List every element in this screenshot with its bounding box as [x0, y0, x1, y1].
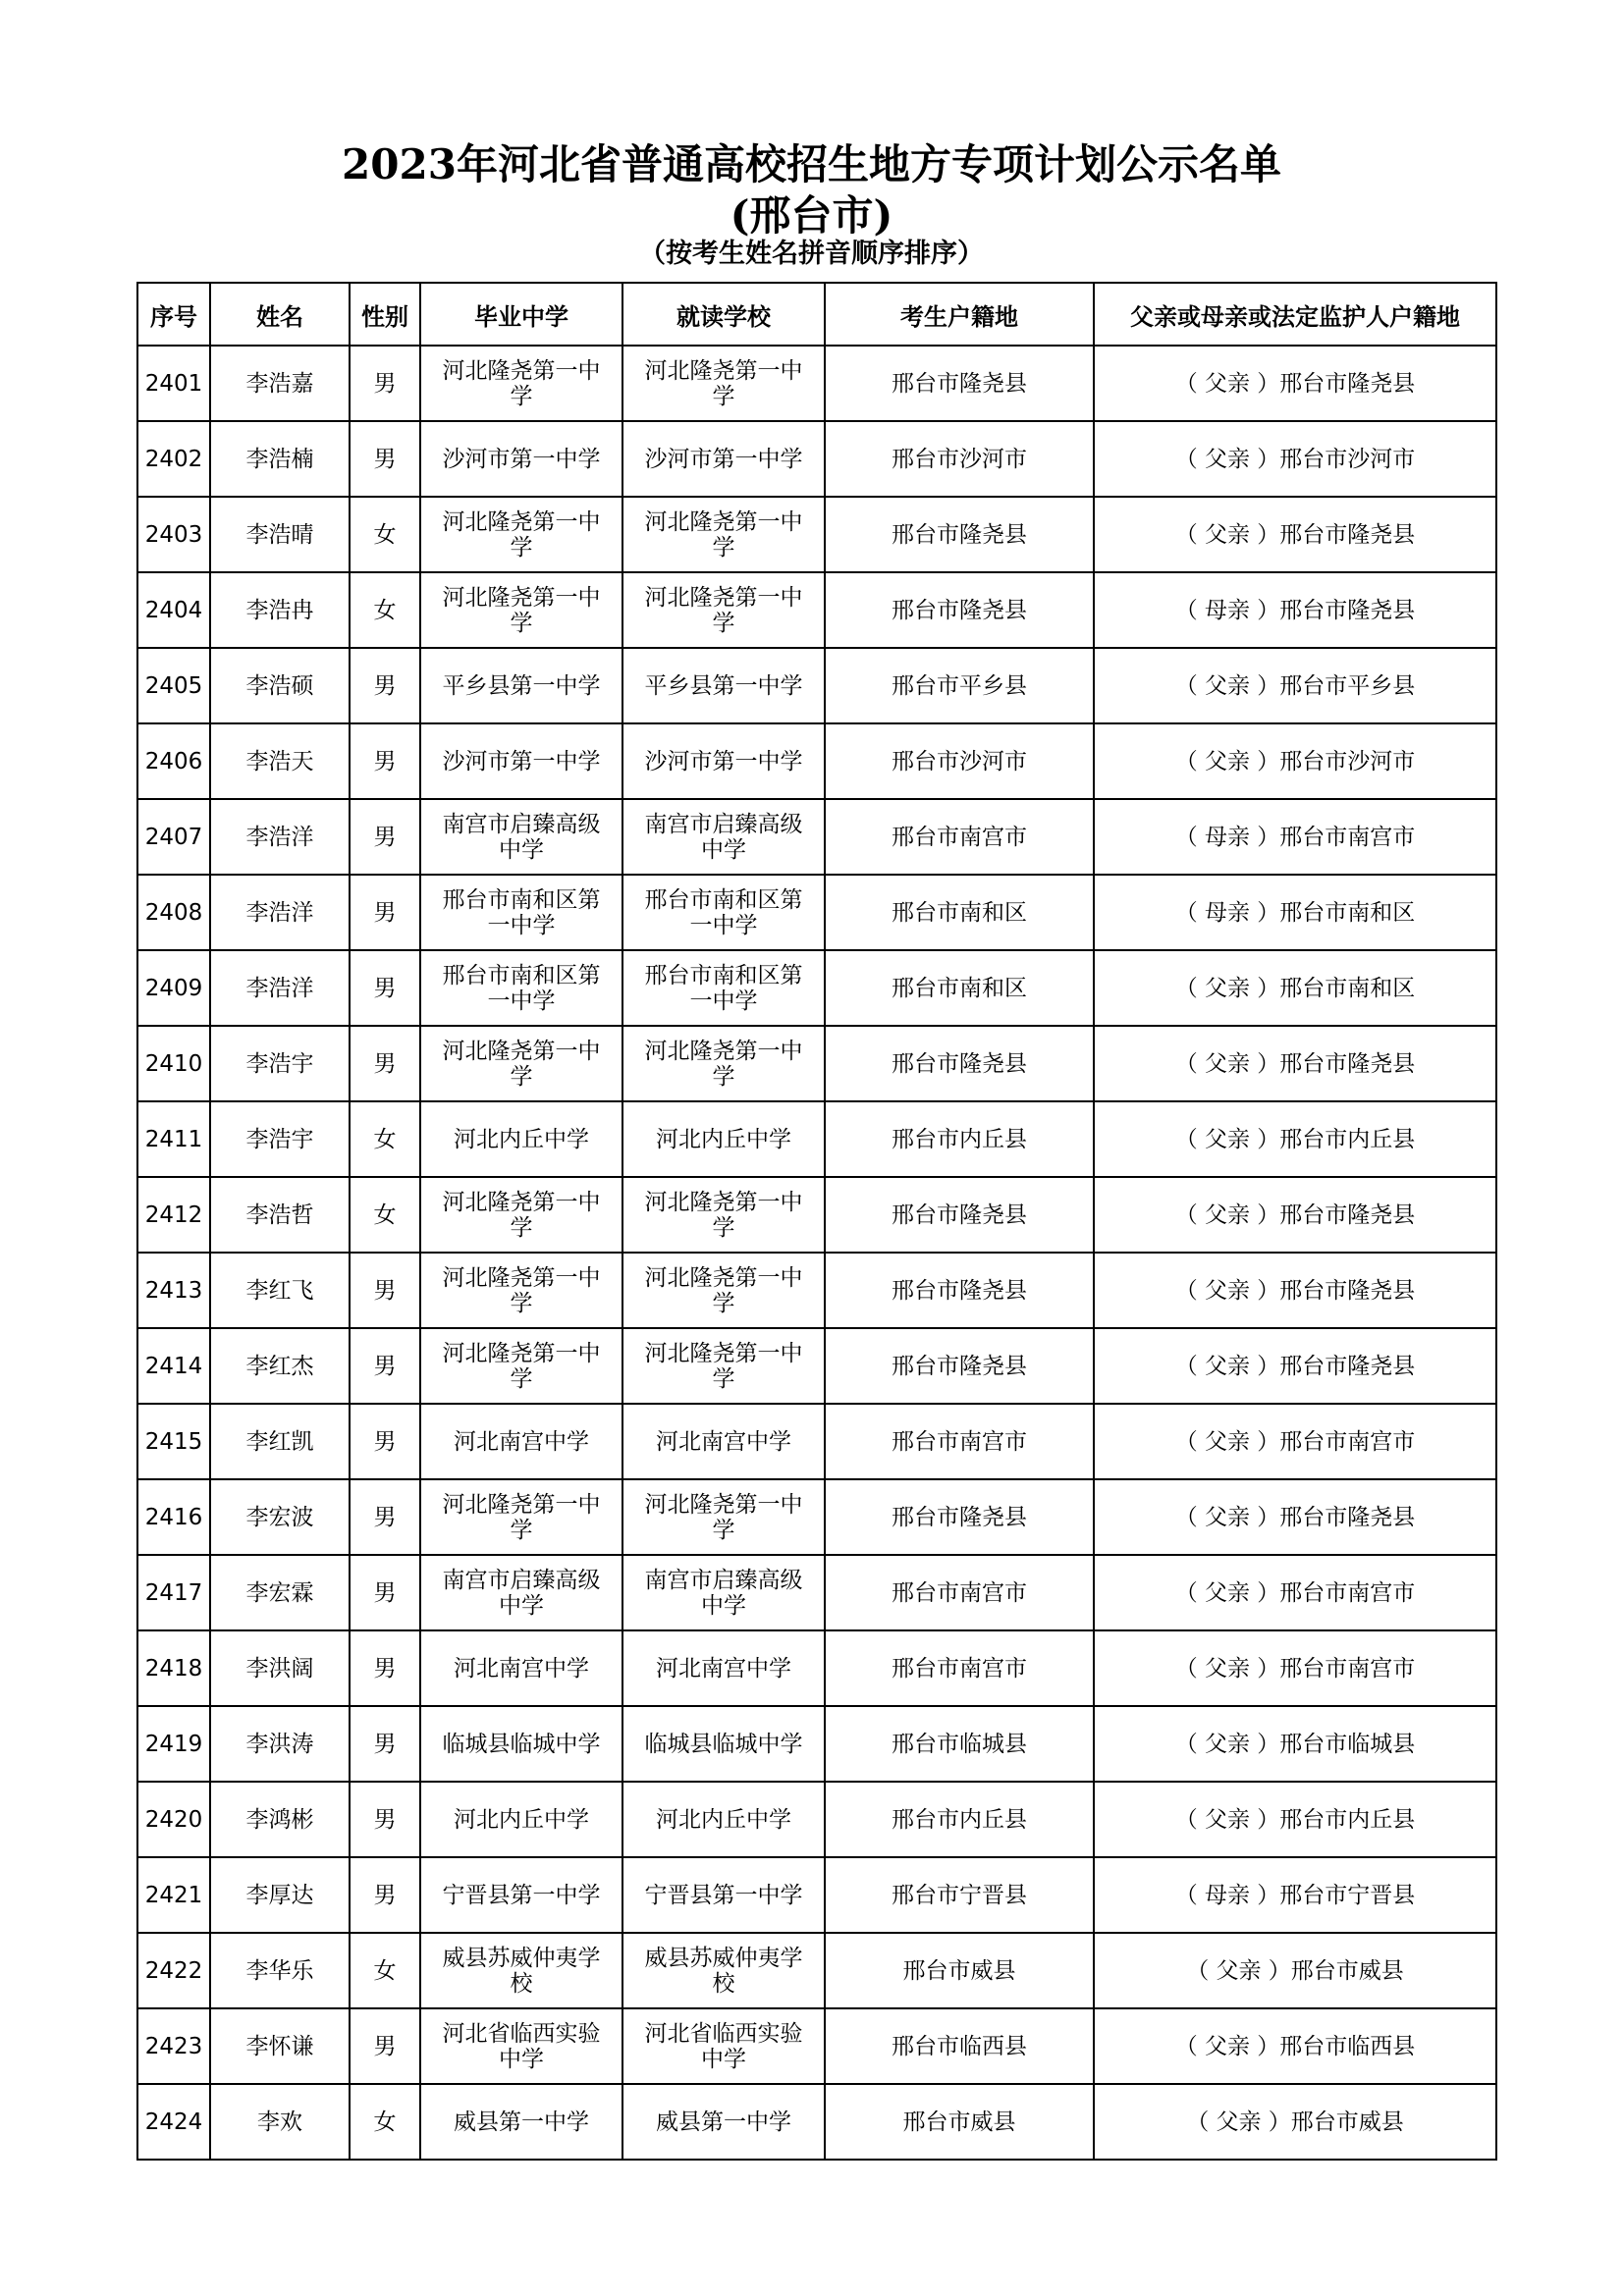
cell-school: [622, 1101, 825, 1177]
table-row: [137, 648, 1496, 723]
cell-grad-school-text: 威县第一中学: [454, 2109, 589, 2135]
cell-grad-school: [420, 950, 622, 1026]
cell-school-text: 平乡县第一中学: [644, 672, 803, 699]
cell-name: 李浩嘉: [210, 346, 350, 421]
cell-school: [622, 1404, 825, 1479]
cell-gender: 男: [350, 1782, 420, 1857]
cell-hukou: 邢台市威县: [825, 2084, 1094, 2160]
cell-gender: 男: [350, 875, 420, 950]
cell-seq: 2415: [137, 1404, 210, 1479]
cell-hukou: 邢台市平乡县: [825, 648, 1094, 723]
cell-grad-school-text: 河北南宫中学: [454, 1428, 589, 1455]
cell-school: [622, 2008, 825, 2084]
cell-school: [622, 1177, 825, 1253]
cell-name: 李华乐: [210, 1933, 350, 2008]
cell-gender: 男: [350, 1857, 420, 1933]
cell-grad-school-text: 河北隆尧第一中学: [442, 1264, 601, 1316]
cell-name: 李厚达: [210, 1857, 350, 1933]
cell-seq: 2420: [137, 1782, 210, 1857]
cell-grad-school-text: 河北隆尧第一中学: [442, 1491, 601, 1543]
cell-grad-school-text: 河北省临西实验中学: [442, 2020, 601, 2072]
table-row: [137, 1933, 1496, 2008]
cell-school-text: 河北隆尧第一中学: [644, 1189, 803, 1241]
cell-name: 李红飞: [210, 1253, 350, 1328]
cell-grad-school-text: 南宫市启臻高级中学: [442, 811, 601, 863]
cell-school-text: 南宫市启臻高级中学: [644, 1567, 803, 1619]
table-row: [137, 572, 1496, 648]
cell-grad-school: [420, 799, 622, 875]
cell-gender: 男: [350, 1026, 420, 1101]
header-school: 就读学校: [622, 283, 825, 346]
cell-name: 李浩冉: [210, 572, 350, 648]
cell-school: [622, 1328, 825, 1404]
cell-grad-school: [420, 2084, 622, 2160]
cell-seq: 2401: [137, 346, 210, 421]
table-row: [137, 875, 1496, 950]
cell-grad-school-text: 河北南宫中学: [454, 1655, 589, 1682]
table-row: [137, 1630, 1496, 1706]
cell-school: [622, 799, 825, 875]
cell-seq: 2408: [137, 875, 210, 950]
cell-school-text: 河北隆尧第一中学: [644, 1038, 803, 1090]
cell-school: [622, 1630, 825, 1706]
cell-seq: 2413: [137, 1253, 210, 1328]
cell-name: 李浩天: [210, 723, 350, 799]
cell-grad-school: [420, 2008, 622, 2084]
cell-school: [622, 1782, 825, 1857]
table-row: [137, 1404, 1496, 1479]
cell-school: [622, 1706, 825, 1782]
cell-seq: 2416: [137, 1479, 210, 1555]
cell-guardian-hukou: （ 父亲 ）邢台市南和区: [1094, 950, 1496, 1026]
header-name: 姓名: [210, 283, 350, 346]
cell-gender: 男: [350, 1253, 420, 1328]
cell-gender: 女: [350, 1177, 420, 1253]
cell-gender: 女: [350, 1101, 420, 1177]
cell-gender: 女: [350, 1933, 420, 2008]
cell-school-text: 河北内丘中学: [656, 1126, 791, 1152]
cell-grad-school: [420, 497, 622, 572]
cell-grad-school: [420, 1253, 622, 1328]
table-row: [137, 346, 1496, 421]
roster-table: [136, 282, 1497, 2161]
cell-hukou: 邢台市临西县: [825, 2008, 1094, 2084]
cell-gender: 男: [350, 346, 420, 421]
cell-grad-school: [420, 1933, 622, 2008]
cell-hukou: 邢台市内丘县: [825, 1101, 1094, 1177]
cell-name: 李浩晴: [210, 497, 350, 572]
cell-name: 李浩洋: [210, 875, 350, 950]
cell-grad-school-text: 沙河市第一中学: [442, 446, 601, 472]
cell-guardian-hukou: （ 母亲 ）邢台市隆尧县: [1094, 572, 1496, 648]
cell-name: 李浩哲: [210, 1177, 350, 1253]
table-row: [137, 1706, 1496, 1782]
cell-gender: 男: [350, 1555, 420, 1630]
cell-name: 李红凯: [210, 1404, 350, 1479]
cell-seq: 2407: [137, 799, 210, 875]
cell-gender: 男: [350, 2008, 420, 2084]
cell-school-text: 邢台市南和区第一中学: [644, 962, 803, 1014]
cell-guardian-hukou: （ 父亲 ）邢台市威县: [1094, 2084, 1496, 2160]
cell-guardian-hukou: （ 父亲 ）邢台市隆尧县: [1094, 1177, 1496, 1253]
cell-name: 李宏波: [210, 1479, 350, 1555]
cell-seq: 2410: [137, 1026, 210, 1101]
cell-grad-school: [420, 1026, 622, 1101]
cell-school: [622, 572, 825, 648]
cell-grad-school-text: 南宫市启臻高级中学: [442, 1567, 601, 1619]
cell-name: 李红杰: [210, 1328, 350, 1404]
cell-guardian-hukou: （ 父亲 ）邢台市隆尧县: [1094, 1328, 1496, 1404]
cell-school-text: 宁晋县第一中学: [644, 1882, 803, 1908]
cell-gender: 男: [350, 421, 420, 497]
cell-guardian-hukou: （ 母亲 ）邢台市南和区: [1094, 875, 1496, 950]
cell-hukou: 邢台市隆尧县: [825, 497, 1094, 572]
cell-seq: 2424: [137, 2084, 210, 2160]
cell-gender: 男: [350, 1630, 420, 1706]
cell-hukou: 邢台市隆尧县: [825, 1026, 1094, 1101]
cell-school-text: 河北隆尧第一中学: [644, 1491, 803, 1543]
cell-gender: 男: [350, 1404, 420, 1479]
cell-hukou: 邢台市临城县: [825, 1706, 1094, 1782]
cell-grad-school-text: 平乡县第一中学: [442, 672, 601, 699]
cell-grad-school-text: 宁晋县第一中学: [442, 1882, 601, 1908]
cell-school-text: 河北隆尧第一中学: [644, 508, 803, 561]
cell-guardian-hukou: （ 父亲 ）邢台市临城县: [1094, 1706, 1496, 1782]
cell-school: [622, 421, 825, 497]
cell-school: [622, 950, 825, 1026]
cell-school-text: 河北隆尧第一中学: [644, 1264, 803, 1316]
cell-gender: 男: [350, 950, 420, 1026]
cell-hukou: 邢台市南宫市: [825, 1555, 1094, 1630]
cell-seq: 2417: [137, 1555, 210, 1630]
table-header-row: [137, 283, 1496, 346]
cell-name: 李浩洋: [210, 950, 350, 1026]
cell-school: [622, 723, 825, 799]
table-row: [137, 1782, 1496, 1857]
cell-hukou: 邢台市南和区: [825, 875, 1094, 950]
cell-name: 李欢: [210, 2084, 350, 2160]
table-row: [137, 950, 1496, 1026]
cell-gender: 男: [350, 1479, 420, 1555]
cell-guardian-hukou: （ 父亲 ）邢台市隆尧县: [1094, 1026, 1496, 1101]
cell-hukou: 邢台市南宫市: [825, 1404, 1094, 1479]
cell-grad-school-text: 河北内丘中学: [454, 1126, 589, 1152]
cell-grad-school: [420, 1706, 622, 1782]
cell-guardian-hukou: （ 父亲 ）邢台市平乡县: [1094, 648, 1496, 723]
cell-grad-school: [420, 1328, 622, 1404]
cell-school-text: 沙河市第一中学: [644, 748, 803, 774]
table-row: [137, 799, 1496, 875]
cell-name: 李浩楠: [210, 421, 350, 497]
cell-school-text: 临城县临城中学: [644, 1731, 803, 1757]
table-row: [137, 1177, 1496, 1253]
cell-grad-school: [420, 346, 622, 421]
cell-school-text: 河北南宫中学: [656, 1428, 791, 1455]
header-hukou: 考生户籍地: [825, 283, 1094, 346]
cell-name: 李浩宇: [210, 1101, 350, 1177]
cell-hukou: 邢台市隆尧县: [825, 1479, 1094, 1555]
cell-name: 李浩硕: [210, 648, 350, 723]
header-seq: 序号: [137, 283, 210, 346]
cell-hukou: 邢台市南和区: [825, 950, 1094, 1026]
cell-guardian-hukou: （ 母亲 ）邢台市南宫市: [1094, 799, 1496, 875]
cell-grad-school: [420, 1101, 622, 1177]
cell-school-text: 河北隆尧第一中学: [644, 357, 803, 409]
cell-seq: 2405: [137, 648, 210, 723]
header-guardian-hukou: 父亲或母亲或法定监护人户籍地: [1094, 283, 1496, 346]
cell-school: [622, 1479, 825, 1555]
cell-school-text: 沙河市第一中学: [644, 446, 803, 472]
table-row: [137, 421, 1496, 497]
cell-guardian-hukou: （ 父亲 ）邢台市临西县: [1094, 2008, 1496, 2084]
cell-grad-school-text: 河北隆尧第一中学: [442, 357, 601, 409]
cell-grad-school-text: 河北隆尧第一中学: [442, 584, 601, 636]
cell-name: 李宏霖: [210, 1555, 350, 1630]
table-row: [137, 1253, 1496, 1328]
cell-school: [622, 1933, 825, 2008]
cell-grad-school: [420, 1479, 622, 1555]
cell-seq: 2411: [137, 1101, 210, 1177]
cell-guardian-hukou: （ 父亲 ）邢台市南宫市: [1094, 1630, 1496, 1706]
cell-school-text: 河北南宫中学: [656, 1655, 791, 1682]
cell-school-text: 威县第一中学: [656, 2109, 791, 2135]
cell-gender: 女: [350, 572, 420, 648]
cell-guardian-hukou: （ 父亲 ）邢台市南宫市: [1094, 1555, 1496, 1630]
cell-gender: 男: [350, 1328, 420, 1404]
cell-grad-school: [420, 572, 622, 648]
table-row: [137, 1555, 1496, 1630]
cell-seq: 2404: [137, 572, 210, 648]
cell-hukou: 邢台市隆尧县: [825, 1253, 1094, 1328]
cell-name: 李浩宇: [210, 1026, 350, 1101]
table-row: [137, 723, 1496, 799]
cell-grad-school: [420, 875, 622, 950]
cell-school-text: 邢台市南和区第一中学: [644, 886, 803, 938]
cell-gender: 男: [350, 723, 420, 799]
cell-hukou: 邢台市沙河市: [825, 421, 1094, 497]
cell-school-text: 河北隆尧第一中学: [644, 584, 803, 636]
cell-gender: 男: [350, 799, 420, 875]
cell-school: [622, 1253, 825, 1328]
cell-school-text: 南宫市启臻高级中学: [644, 811, 803, 863]
cell-grad-school-text: 威县苏威仲夷学校: [442, 1945, 601, 1997]
cell-grad-school: [420, 723, 622, 799]
cell-grad-school-text: 临城县临城中学: [442, 1731, 601, 1757]
cell-seq: 2418: [137, 1630, 210, 1706]
cell-guardian-hukou: （ 父亲 ）邢台市隆尧县: [1094, 346, 1496, 421]
cell-seq: 2414: [137, 1328, 210, 1404]
cell-seq: 2421: [137, 1857, 210, 1933]
cell-grad-school: [420, 421, 622, 497]
table-row: [137, 497, 1496, 572]
cell-name: 李浩洋: [210, 799, 350, 875]
cell-school: [622, 648, 825, 723]
cell-grad-school: [420, 1177, 622, 1253]
cell-name: 李洪阔: [210, 1630, 350, 1706]
cell-grad-school: [420, 648, 622, 723]
cell-grad-school-text: 河北内丘中学: [454, 1806, 589, 1833]
cell-hukou: 邢台市隆尧县: [825, 572, 1094, 648]
cell-grad-school-text: 河北隆尧第一中学: [442, 1038, 601, 1090]
cell-grad-school: [420, 1404, 622, 1479]
cell-seq: 2406: [137, 723, 210, 799]
cell-hukou: 邢台市隆尧县: [825, 1328, 1094, 1404]
cell-school-text: 威县苏威仲夷学校: [644, 1945, 803, 1997]
header-grad-school: 毕业中学: [420, 283, 622, 346]
cell-hukou: 邢台市内丘县: [825, 1782, 1094, 1857]
cell-school: [622, 497, 825, 572]
cell-guardian-hukou: （ 父亲 ）邢台市隆尧县: [1094, 1479, 1496, 1555]
cell-gender: 女: [350, 497, 420, 572]
cell-gender: 男: [350, 648, 420, 723]
cell-grad-school-text: 河北隆尧第一中学: [442, 508, 601, 561]
cell-hukou: 邢台市南宫市: [825, 799, 1094, 875]
cell-seq: 2409: [137, 950, 210, 1026]
cell-seq: 2419: [137, 1706, 210, 1782]
cell-guardian-hukou: （ 父亲 ）邢台市沙河市: [1094, 421, 1496, 497]
cell-guardian-hukou: （ 父亲 ）邢台市沙河市: [1094, 723, 1496, 799]
cell-school: [622, 1555, 825, 1630]
cell-grad-school: [420, 1630, 622, 1706]
cell-hukou: 邢台市宁晋县: [825, 1857, 1094, 1933]
table-body: [137, 346, 1496, 2160]
cell-hukou: 邢台市沙河市: [825, 723, 1094, 799]
table-row: [137, 1328, 1496, 1404]
table-row: [137, 2084, 1496, 2160]
cell-school: [622, 1026, 825, 1101]
cell-school-text: 河北省临西实验中学: [644, 2020, 803, 2072]
cell-guardian-hukou: （ 父亲 ）邢台市威县: [1094, 1933, 1496, 2008]
header-gender: 性别: [350, 283, 420, 346]
cell-seq: 2412: [137, 1177, 210, 1253]
cell-hukou: 邢台市隆尧县: [825, 1177, 1094, 1253]
cell-guardian-hukou: （ 母亲 ）邢台市宁晋县: [1094, 1857, 1496, 1933]
cell-school-text: 河北隆尧第一中学: [644, 1340, 803, 1392]
table-row: [137, 1479, 1496, 1555]
cell-school: [622, 2084, 825, 2160]
cell-grad-school: [420, 1555, 622, 1630]
cell-gender: 男: [350, 1706, 420, 1782]
cell-seq: 2402: [137, 421, 210, 497]
cell-guardian-hukou: （ 父亲 ）邢台市隆尧县: [1094, 497, 1496, 572]
table-row: [137, 1026, 1496, 1101]
cell-hukou: 邢台市威县: [825, 1933, 1094, 2008]
table-row: [137, 2008, 1496, 2084]
document-subtitle-city: (邢台市): [730, 191, 893, 240]
cell-guardian-hukou: （ 父亲 ）邢台市内丘县: [1094, 1101, 1496, 1177]
document-sort-note: （按考生姓名拼音顺序排序）: [639, 239, 984, 269]
cell-name: 李鸿彬: [210, 1782, 350, 1857]
cell-seq: 2423: [137, 2008, 210, 2084]
document-title: 2023年河北省普通高校招生地方专项计划公示名单: [342, 140, 1281, 188]
cell-name: 李怀谦: [210, 2008, 350, 2084]
cell-grad-school: [420, 1857, 622, 1933]
cell-grad-school-text: 邢台市南和区第一中学: [442, 886, 601, 938]
cell-grad-school-text: 邢台市南和区第一中学: [442, 962, 601, 1014]
cell-guardian-hukou: （ 父亲 ）邢台市内丘县: [1094, 1782, 1496, 1857]
cell-name: 李洪涛: [210, 1706, 350, 1782]
cell-gender: 女: [350, 2084, 420, 2160]
cell-hukou: 邢台市南宫市: [825, 1630, 1094, 1706]
cell-school: [622, 875, 825, 950]
cell-grad-school: [420, 1782, 622, 1857]
cell-school-text: 河北内丘中学: [656, 1806, 791, 1833]
cell-grad-school-text: 河北隆尧第一中学: [442, 1340, 601, 1392]
table-row: [137, 1857, 1496, 1933]
cell-grad-school-text: 沙河市第一中学: [442, 748, 601, 774]
cell-guardian-hukou: （ 父亲 ）邢台市南宫市: [1094, 1404, 1496, 1479]
cell-grad-school-text: 河北隆尧第一中学: [442, 1189, 601, 1241]
cell-seq: 2403: [137, 497, 210, 572]
cell-hukou: 邢台市隆尧县: [825, 346, 1094, 421]
cell-school: [622, 1857, 825, 1933]
table-row: [137, 1101, 1496, 1177]
cell-seq: 2422: [137, 1933, 210, 2008]
cell-school: [622, 346, 825, 421]
cell-guardian-hukou: （ 父亲 ）邢台市隆尧县: [1094, 1253, 1496, 1328]
